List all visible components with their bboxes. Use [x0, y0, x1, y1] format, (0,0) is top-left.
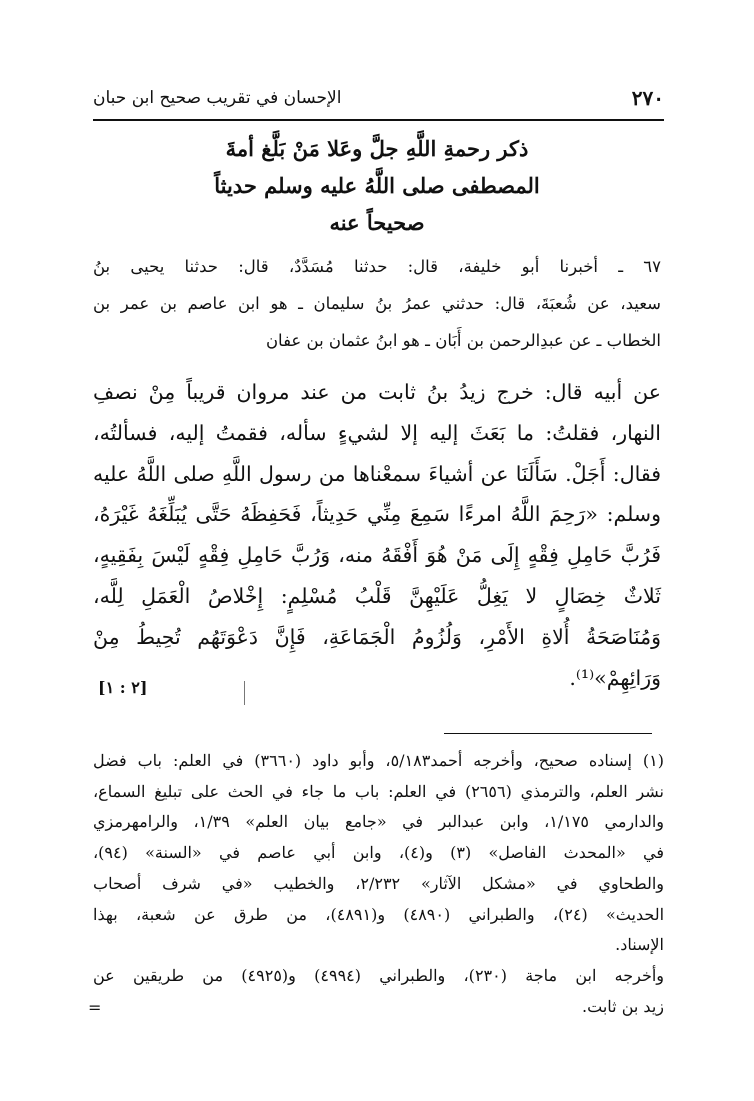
footnote-line: والدارمي ١/١٧٥، وابن عبدالبر في «جامع بيان العلم» ١/٣٩، والرامهرمزي: [93, 812, 665, 832]
hadith-chain-of-narration: [93, 248, 661, 359]
footnote-line: الإسناد.: [615, 935, 664, 955]
footnotes: [93, 746, 664, 1022]
footnote-line: وأخرجه ابن ماجة (٢٣٠)، والطبراني (٤٩٩٤) و(٤٩٢٥) من طريقين عن: [93, 965, 665, 985]
hadith-line: عن أبيه قال: خرج زيدُ بنُ ثابت من عند مروان قريباً مِنْ نصفِ: [93, 380, 661, 404]
hadith-line: فَرُبَّ حَامِلِ فِقْهٍ إِلَى مَنْ هُوَ أَفْقَهُ منه، وَرُبَّ حَامِلِ فِقْهٍ لَيْسَ بِفَقِيهٍ،: [93, 543, 661, 568]
margin-tick: [244, 681, 245, 705]
hadith-line: وَمُنَاصَحَةُ أُلاةِ الأَمْرِ، وَلُزُومُ الْجَمَاعَةِ، فَإِنَّ دَعْوَتَهُم تُحِيطُ مِنْ: [93, 624, 661, 649]
footnote-line: نشر العلم، والترمذي (٢٦٥٦) في العلم: باب ما جاء في الحث على تبليغ السماع،: [93, 781, 664, 801]
footnote-rule: [444, 733, 652, 734]
hadith-line: ثَلاثٌ خِصَالٍ لا يَغِلُّ عَلَيْهِنَّ قَلْبُ مُسْلِمٍ: إِخْلاصُ الْعَمَلِ لِلَّه،: [93, 583, 661, 608]
chapter-heading-line: صحيحاً عنه: [329, 210, 425, 235]
footnote-line: زيد بن ثابت.: [582, 996, 664, 1016]
hadith-line: النهار، فقلتُ: ما بَعَثَ إليه إلا لشيءٍ سأله، فقمتُ إليه، فسألتُه،: [93, 420, 661, 445]
hadith-line: وسلم: «رَحِمَ اللَّهُ امرءًا سَمِعَ مِنِّي حَدِيثاً، فَحَفِظَهُ حَتَّى يُبَلِّغَهُ غَيْرَهُ،: [93, 502, 661, 527]
book-title: الإحسان في تقريب صحيح ابن حبان: [93, 88, 342, 108]
hadith-line: فقال: أَجَلْ. سَأَلَنَا عن أشياءَ سمعْناها من رسول اللَّهِ صلى اللَّهُ عليه: [93, 461, 661, 486]
hadith-line: وَرَائِهِمْ»⁽¹⁾.: [569, 665, 661, 690]
header-rule: [93, 119, 664, 121]
continuation-mark: =: [88, 998, 102, 1017]
hadith-text: [93, 372, 661, 698]
isnad-line: ٦٧ ـ أخبرنا أبو خليفة، قال: حدثنا مُسَدَّدٌ، قال: حدثنا يحيى بنُ: [93, 257, 661, 276]
volume-page-reference: [٢ : ١]: [98, 678, 148, 697]
running-header: [93, 80, 664, 116]
page-number: ٢٧٠: [631, 86, 664, 110]
isnad-line: سعيد، عن شُعبَةَ، قال: حدثني عمرُ بنُ سليمان ـ هو ابن عاصم بن عمر بن: [93, 294, 661, 313]
footnote-line: في «المحدث الفاصل» (٣) و(٤)، وابن أبي عاصم في «السنة» (٩٤)،: [93, 843, 665, 863]
chapter-heading-line: ذكر رحمةِ اللَّهِ جلَّ وعَلا مَنْ بَلَّغ أمةَ: [225, 136, 529, 161]
isnad-line: الخطاب ـ عن عبدِالرحمن بن أَبَان ـ هو ابنُ عثمان بن عفان: [265, 331, 661, 350]
chapter-heading: [190, 130, 564, 241]
footnote-line: الحديث» (٢٤)، والطبراني (٤٨٩٠) و(٤٨٩١)، من طرق عن شعبة، بهذا: [93, 904, 665, 924]
footnote-line: والطحاوي في «مشكل الآثار» ٢/٢٣٢، والخطيب «في شرف أصحاب: [93, 873, 664, 893]
chapter-heading-line: المصطفى صلى اللَّهُ عليه وسلم حديثاً: [214, 173, 540, 198]
footnote-line: (١) إسناده صحيح، وأخرجه أحمد٥/١٨٣، وأبو داود (٣٦٦٠) في العلم: باب فضل: [93, 751, 664, 770]
